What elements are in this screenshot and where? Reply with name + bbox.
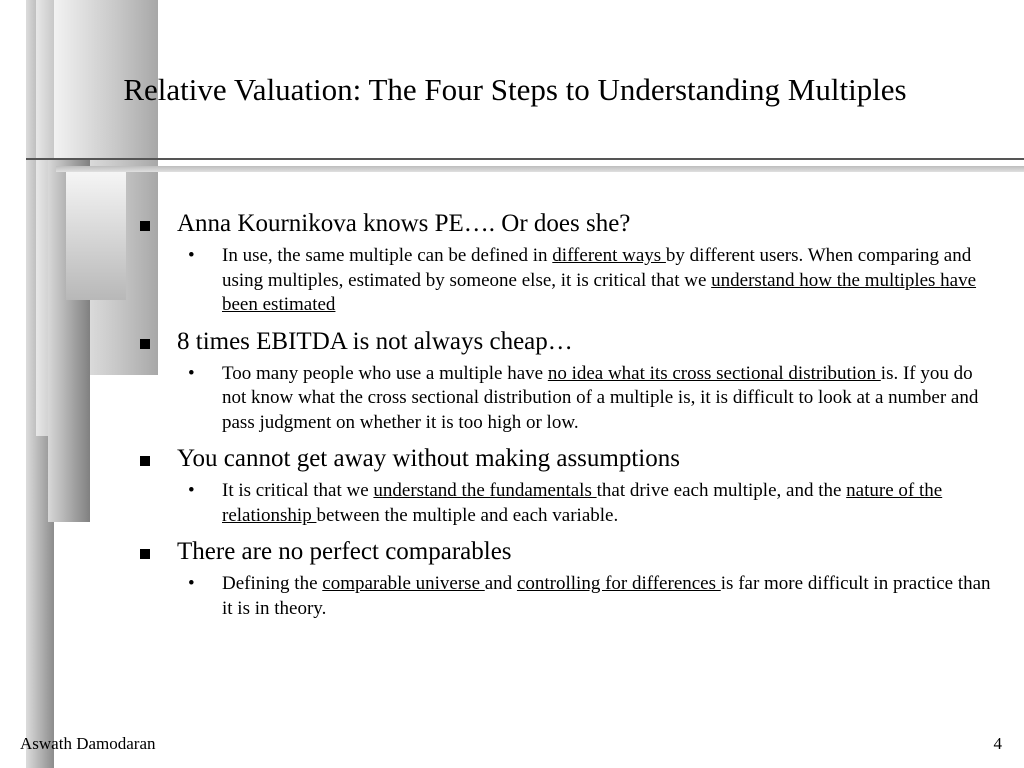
sub-bullet: • Too many people who use a multiple have no idea what its cross sectional distribution is. If you do not know what the cross sectional distribution of a multiple is, it is difficult to look at a number and pass judgment on whether it is too high or low. xyxy=(188,362,979,433)
bullet-heading: Anna Kournikova knows PE…. Or does she? xyxy=(138,208,998,240)
left-margin xyxy=(0,0,26,768)
bullet-heading: There are no perfect comparables xyxy=(138,536,998,568)
dot-bullet-icon: • xyxy=(188,573,195,594)
footer-author: Aswath Damodaran xyxy=(20,734,156,753)
bullet-heading: 8 times EBITDA is not always cheap… xyxy=(138,326,998,358)
title-divider xyxy=(26,158,1024,160)
bullet-list xyxy=(138,208,998,621)
bullet-item xyxy=(138,326,998,436)
bullet-item xyxy=(138,208,998,318)
slide-title: Relative Valuation: The Four Steps to Understanding Multiples xyxy=(123,72,907,107)
dot-bullet-icon: • xyxy=(188,245,195,266)
dot-bullet-icon: • xyxy=(188,362,195,384)
page-number: 4 xyxy=(993,734,1002,753)
square-bullet-icon xyxy=(140,456,150,466)
bullet-item xyxy=(138,443,998,528)
square-bullet-icon xyxy=(140,339,150,349)
sub-bullet: • It is critical that we understand the fundamentals that drive each multiple, and the nature of the relationship between the multiple and each variable. xyxy=(188,480,943,526)
sub-bullet: • Defining the comparable universe and controlling for differences is far more difficult in practice than it is in theory. xyxy=(188,573,991,619)
square-bullet-icon xyxy=(140,221,150,231)
bullet-heading: You cannot get away without making assumptions xyxy=(138,443,998,475)
bullet-item xyxy=(138,536,998,621)
title-divider-shadow xyxy=(56,166,1024,172)
square-bullet-icon xyxy=(140,549,150,559)
sub-bullet: • In use, the same multiple can be defined in different ways by different users. When comparing and using multiples, estimated by someone else, it is critical that we understand how the multiples have been estimated xyxy=(188,245,977,315)
dot-bullet-icon: • xyxy=(188,480,195,501)
decorative-bar xyxy=(66,172,126,300)
